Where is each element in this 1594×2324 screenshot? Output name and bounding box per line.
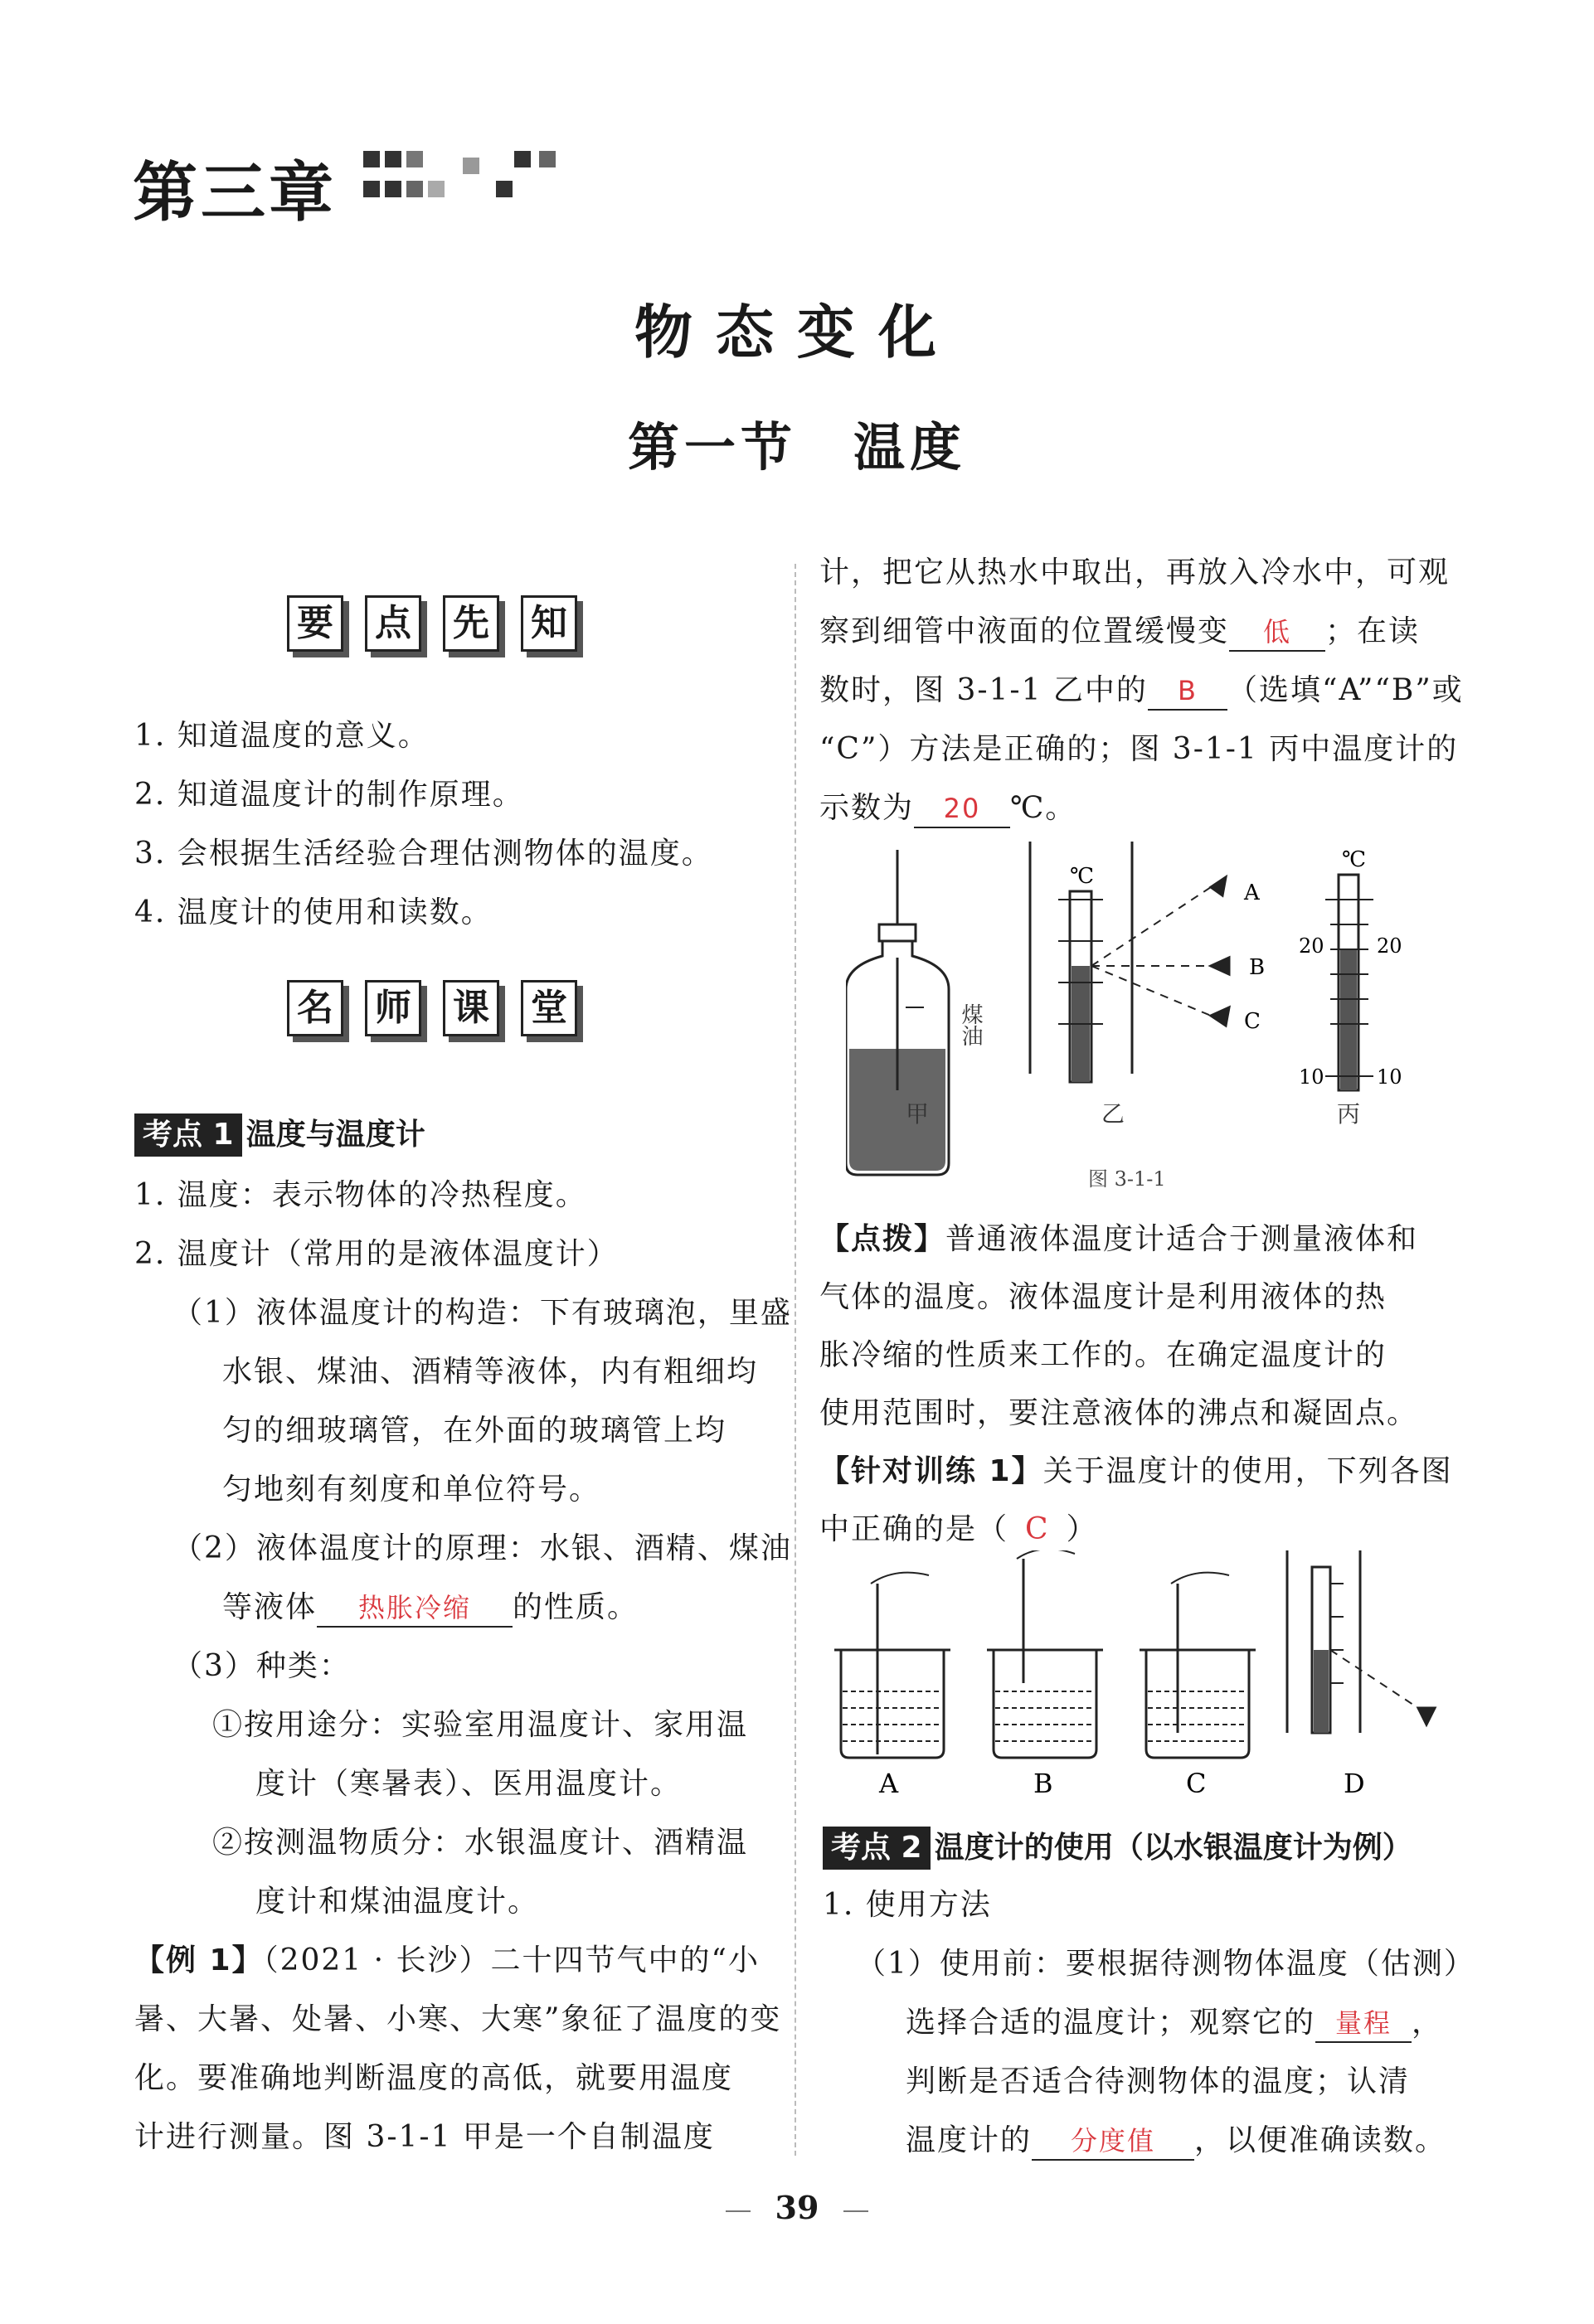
text-frag: （选填“A”“B”或 — [1227, 673, 1464, 707]
box-char: 课 — [443, 980, 499, 1036]
option-c-beaker — [1140, 1573, 1256, 1758]
text-frag: 普通液体温度计适合于测量液体和 — [945, 1222, 1419, 1256]
text-line — [819, 1211, 1466, 1269]
text-line — [823, 2111, 1470, 2170]
text-line: 水银、煤油、酒精等液体，内有粗细均 — [222, 1355, 759, 1389]
box-char: 先 — [443, 595, 499, 652]
text-line — [819, 661, 1466, 720]
fig-label-bing: 丙 — [1337, 1100, 1361, 1128]
text-frag: 关于温度计的使用，下列各图 — [1042, 1454, 1453, 1488]
text-line: 度计和煤油温度计。 — [255, 1885, 540, 1919]
text-line: “C”）方法是正确的；图 3-1-1 丙中温度计的 — [819, 732, 1459, 766]
box-char: 知 — [521, 595, 577, 652]
text-line: ②按测温物质分：水银温度计、酒精温 — [212, 1826, 749, 1860]
chapter-heading: 第三章 — [133, 156, 338, 230]
text-line: 1. 使用方法 — [823, 1888, 992, 1922]
text-line: （1）液体温度计的构造：下有玻璃泡，里盛 — [173, 1296, 792, 1330]
answer-blank: 20 — [914, 790, 1010, 828]
box-char: 要 — [287, 595, 343, 652]
bottle-diagram — [846, 850, 949, 1175]
answer-blank: 量程 — [1315, 2005, 1412, 2043]
section-box-yaodian — [287, 595, 577, 652]
text-frag: 中正确的是（ — [819, 1512, 1009, 1546]
right-body-top — [819, 543, 1466, 837]
point-item: 4. 温度计的使用和读数。 — [134, 895, 493, 929]
text-frag: （2021 · 长沙）二十四节气中的“小 — [263, 1943, 760, 1977]
kaodian-2-heading — [823, 1824, 1412, 1870]
point-item: 3. 会根据生活经验合理估测物体的温度。 — [134, 837, 713, 871]
section-title: 第一节 温度 — [627, 417, 966, 478]
figure-caption: 图 3-1-1 — [1088, 1167, 1166, 1191]
box-char: 堂 — [521, 980, 577, 1036]
text-frag: ，以便准确读数。 — [1194, 2123, 1447, 2157]
text-frag: ℃。 — [1010, 791, 1077, 825]
options-figure — [821, 1550, 1468, 1799]
meiyou-label: 煤油 — [958, 1003, 983, 1046]
tick-10-right: 10 — [1377, 1065, 1402, 1089]
left-body — [134, 1166, 792, 2166]
right-body-middle — [819, 1211, 1466, 1559]
example-label: 【例 1】 — [134, 1943, 264, 1977]
text-line — [819, 602, 1466, 661]
text-line — [823, 1993, 1470, 2052]
text-frag: ；在读 — [1325, 614, 1421, 648]
text-line: 2. 温度计（常用的是液体温度计） — [134, 1237, 619, 1271]
right-body-bottom — [823, 1875, 1475, 2170]
option-b-beaker — [987, 1550, 1103, 1758]
text-line: （3）种类： — [173, 1649, 351, 1683]
column-divider — [795, 564, 796, 2156]
answer-blank: B — [1148, 672, 1227, 711]
option-c-label: C — [1186, 1768, 1207, 1799]
page-number — [0, 2189, 1594, 2226]
point-item: 2. 知道温度计的制作原理。 — [134, 778, 524, 812]
tick-20-right: 20 — [1377, 934, 1402, 958]
tick-20-left: 20 — [1299, 934, 1324, 958]
fig-label-yi: 乙 — [1101, 1100, 1125, 1128]
tick-10-left: 10 — [1299, 1065, 1324, 1089]
text-line: （1）使用前：要根据待测物体温度（估测） — [856, 1947, 1475, 1981]
text-line: 度计（寒暑表）、医用温度计。 — [255, 1767, 683, 1801]
kaodian-1-heading — [134, 1111, 425, 1157]
thermometer-bing — [1325, 875, 1373, 1090]
text-frag: 等液体 — [222, 1590, 318, 1624]
text-line: 判断是否适合待测物体的温度；认清 — [906, 2064, 1411, 2098]
points-list — [134, 706, 713, 942]
text-line: 1. 温度：表示物体的冷热程度。 — [134, 1178, 587, 1212]
option-b-label: B — [1033, 1768, 1053, 1799]
text-line: 使用范围时，要注意液体的沸点和凝固点。 — [819, 1396, 1419, 1430]
label-b: B — [1249, 955, 1266, 980]
training-label: 【针对训练 1】 — [819, 1454, 1043, 1488]
text-line: 化。要准确地判断温度的高低，就要用温度 — [134, 2061, 734, 2095]
text-line: 胀冷缩的性质来工作的。在确定温度计的 — [819, 1338, 1387, 1372]
section-box-mingshi — [287, 980, 577, 1036]
text-frag: 的性质。 — [513, 1590, 639, 1624]
text-frag: 温度计的 — [906, 2123, 1033, 2157]
text-line: ①按用途分：实验室用温度计、家用温 — [212, 1708, 749, 1742]
option-a-label: A — [879, 1768, 899, 1799]
box-char: 师 — [365, 980, 421, 1036]
answer-blank: 低 — [1229, 614, 1325, 652]
option-a-beaker — [834, 1573, 950, 1758]
text-line: 匀地刻有刻度和单位符号。 — [222, 1473, 601, 1506]
text-frag: 察到细管中液面的位置缓慢变 — [819, 614, 1230, 648]
figure-3-1-1 — [846, 842, 1443, 1198]
unit-bing: ℃ — [1342, 847, 1367, 872]
text-line — [819, 779, 1466, 837]
text-frag: 示数为 — [819, 791, 915, 825]
text-frag: ） — [1066, 1512, 1098, 1546]
kaodian-title: 温度与温度计 — [245, 1118, 425, 1152]
box-char: 名 — [287, 980, 343, 1036]
text-line: 计进行测量。图 3-1-1 甲是一个自制温度 — [134, 2120, 715, 2154]
label-c: C — [1244, 1009, 1261, 1034]
text-line — [134, 1578, 765, 1637]
text-line — [819, 1443, 1466, 1501]
label-a: A — [1244, 881, 1260, 905]
text-line: （2）液体温度计的原理：水银、酒精、煤油 — [173, 1531, 792, 1565]
tip-label: 【点拨】 — [819, 1222, 946, 1256]
text-line: 匀的细玻璃管，在外面的玻璃管上均 — [222, 1414, 727, 1448]
point-item: 1. 知道温度的意义。 — [134, 719, 430, 753]
page-title: 物态变化 — [634, 298, 960, 366]
option-d-label: D — [1344, 1768, 1365, 1799]
kaodian-tag: 考点 1 — [134, 1113, 242, 1157]
text-frag: 选择合适的温度计；观察它的 — [906, 2006, 1316, 2040]
answer-blank: 分度值 — [1032, 2123, 1194, 2161]
option-d-thermometer — [1287, 1550, 1435, 1733]
kaodian-title: 温度计的使用（以水银温度计为例） — [934, 1831, 1412, 1865]
text-line: 计，把它从热水中取出，再放入冷水中，可观 — [819, 556, 1451, 589]
unit-yi: ℃ — [1070, 864, 1095, 889]
box-char: 点 — [365, 595, 421, 652]
kaodian-tag: 考点 2 — [823, 1827, 931, 1870]
answer-choice: C — [1025, 1512, 1050, 1546]
text-line: 气体的温度。液体温度计是利用液体的热 — [819, 1280, 1387, 1314]
text-frag: ， — [1412, 2006, 1444, 2040]
text-frag: 数时，图 3-1-1 乙中的 — [819, 673, 1148, 707]
fig-label-jia: 甲 — [906, 1100, 930, 1128]
page-number-value: 39 — [775, 2189, 819, 2226]
text-line — [134, 1931, 765, 1990]
text-line: 暑、大暑、处暑、小寒、大寒”象征了温度的变 — [134, 2002, 782, 2036]
thermometer-yi — [1030, 842, 1229, 1082]
answer-blank: 热胀冷缩 — [317, 1589, 513, 1628]
